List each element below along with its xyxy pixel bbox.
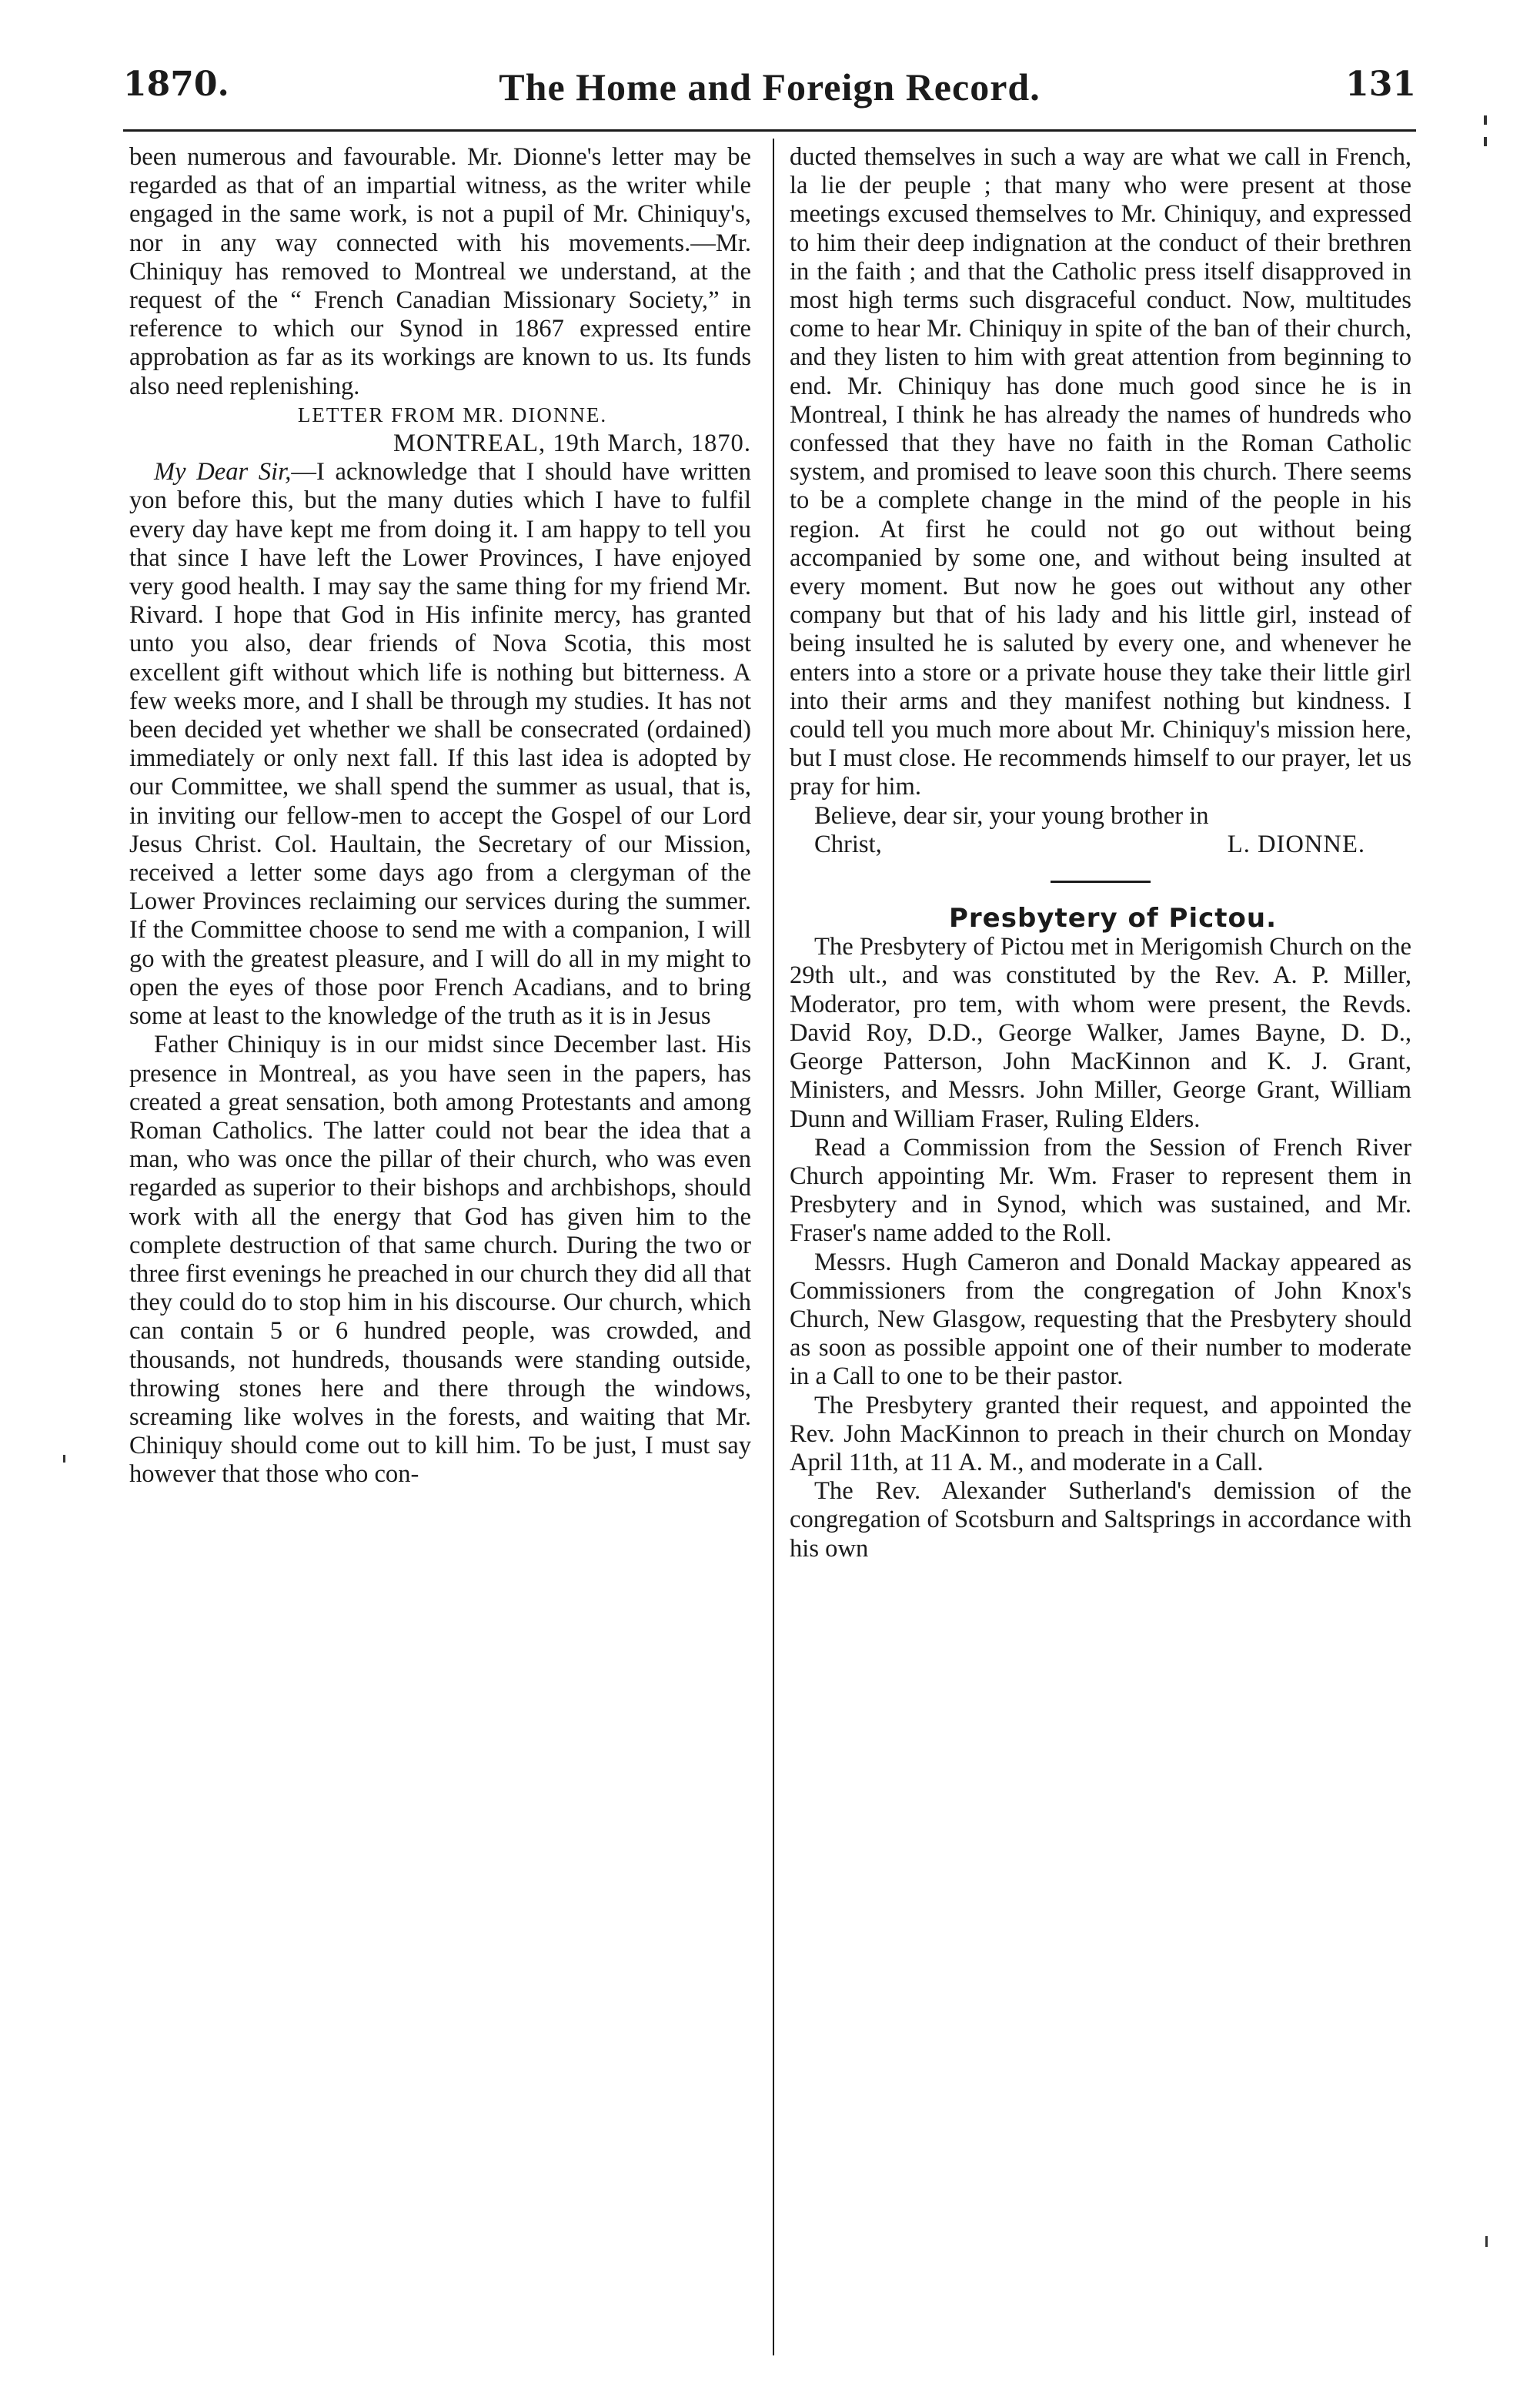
continued-paragraph: ducted themselves in such a way are what we call in French, la lie der peuple ; that many who were present at those meetings excused themselves to Mr. Chiniquy, and expressed to him their deep indignation at the conduct of their brethren in the faith ; and that the Catholic press itself disapproved in most high terms such disgraceful conduct. Now, multitudes come to hear Mr. Chiniquy in spite of the ban of their church, and they listen to him with great attention from beginning to end. Mr. Chiniquy has done much good since he is in Montreal, I think he has already the names of hundreds who confessed that they have no faith in the Roman Catholic system, and promised to leave soon this church. There seems to be a complete change in the mind of the people in his region. At first he could not go out without being accompanied by some one, and without being insulted at every moment. But now he goes out without any other company but that of his lady and his little girl, instead of being insulted he is saluted by every one, and whenever he enters into a store or a private house they take their little girl into their arms and they manifest nothing but kindness. I could tell you much more about Mr. Chiniquy's mission here, but I must close. He recommends himself to our prayer, let us pray for him. [790,143,1411,801]
header-rule [123,129,1416,132]
right-column [790,143,1411,1563]
closing-line: Believe, dear sir, your young brother in [814,801,1209,830]
journal-title: The Home and Foreign Record. [499,65,1041,109]
letter-paragraph [129,458,751,1031]
margin-mark [1485,2236,1488,2247]
margin-mark [1484,115,1487,125]
pictou-paragraph-1: The Presbytery of Pictou met in Merigomish Church on the 29th ult., and was constituted by the Rev. A. P. Miller, Moderator, pro tem, with whom were present, the Revds. David Roy, D.D., George Walker, James Bayne, D. D., George Patterson, John MacKinnon and K. J. Grant, Ministers, and Messrs. John Miller, George Grant, William Dunn and William Fraser, Ruling Elders. [790,933,1411,1133]
section-title: Presbytery of Pictou. [948,903,1277,934]
closing-christ: Christ, [814,830,882,858]
pictou-paragraph-5: The Rev. Alexander Sutherland's demission of the congregation of Scotsburn and Saltsprings in accordance with his own [790,1477,1411,1563]
column-divider [773,139,774,2355]
pictou-paragraph-2: Read a Commission from the Session of French River Church appointing Mr. Wm. Fraser to represent them in Presbytery and in Synod, which was sustained, and Mr. Fraser's name added to the Roll. [790,1133,1411,1248]
salutation: My Dear Sir, [154,458,292,486]
pictou-paragraph-4: The Presbytery granted their request, and appointed the Rev. John MacKinnon to preach in their church on Monday April 11th, at 11 A. M., and moderate in a Call. [790,1391,1411,1476]
page-number: 131 [1345,65,1416,104]
pictou-paragraph-3: Messrs. Hugh Cameron and Donald Mackay appeared as Commissioners from the congregation of John Knox's Church, New Glasgow, requesting that the Presbytery should as soon as possible appoint one of their number to moderate in a Call to one to be their pastor. [790,1248,1411,1391]
letter-dateline: MONTREAL, 19th March, 1870. [393,430,751,458]
margin-mark [63,1455,65,1463]
running-header [123,65,1416,111]
intro-paragraph: been numerous and favourable. Mr. Dionne's letter may be regarded as that of an impartial witness, as the writer while engaged in the same work, is not a pupil of Mr. Chiniquy's, nor in any way connected with his movements.—Mr. Chiniquy has removed to Montreal we understand, at the request of the “ French Canadian Missionary Society,” in reference to which our Synod in 1867 expressed entire approbation as far as its workings are known to us. Its funds also need replenishing. [129,143,751,400]
left-column [129,143,751,1489]
letter-heading: LETTER FROM MR. DIONNE. [297,403,608,426]
signature: L. DIONNE. [1227,830,1365,858]
header-year: 1870. [123,65,229,104]
signature-line [790,831,1411,859]
letter-body: —I acknowledge that I should have written yon before this, but the many duties which I have to fulfil every day have kept me from doing it. I am happy to tell you that since I have left the Lower Provinces, I have enjoyed very good health. I may say the same thing for my friend Mr. Rivard. I hope that God in His infinite mercy, has granted unto you also, dear friends of Nova Scotia, this most excellent gift without which life is nothing but bitterness. A few weeks more, and I shall be through my studies. It has not been decided yet whether we shall be consecrated (ordained) immediately or only next fall. If this last idea is adopted by our Committee, we shall spend the summer as usual, that is, in inviting our fellow-men to accept the Gospel of our Lord Jesus Christ. Col. Haultain, the Secretary of our Mission, received a letter some days ago from a clergyman of the Lower Provinces reclaiming our services during the summer. If the Committee choose to send me with a companion, I will go with the greatest pleasure, and I will do all in my might to open the eyes of those poor French Acadians, and to bring some at least to the knowledge of the truth as it is in Jesus [129,458,751,1031]
chiniquy-paragraph: Father Chiniquy is in our midst since December last. His presence in Montreal, as you have seen in the papers, has created a great sensation, both among Protestants and among Roman Catholics. The latter could not bear the idea that a man, who was once the pillar of their church, who was even regarded as superior to their bishops and archbishops, should work with all the energy that God has given him to the complete destruction of that same church. During the two or three first evenings he preached in our church they did all that they could do to stop him in his discourse. Our church, which can contain 5 or 6 hundred people, was crowded, and thousands, not hundreds, thousands were standing outside, throwing stones here and there through the windows, screaming like wolves in the forests, and waiting that Mr. Chiniquy should come out to kill him. To be just, I must say however that those who con- [129,1031,751,1489]
margin-mark [1484,137,1487,146]
section-separator [1051,881,1151,883]
